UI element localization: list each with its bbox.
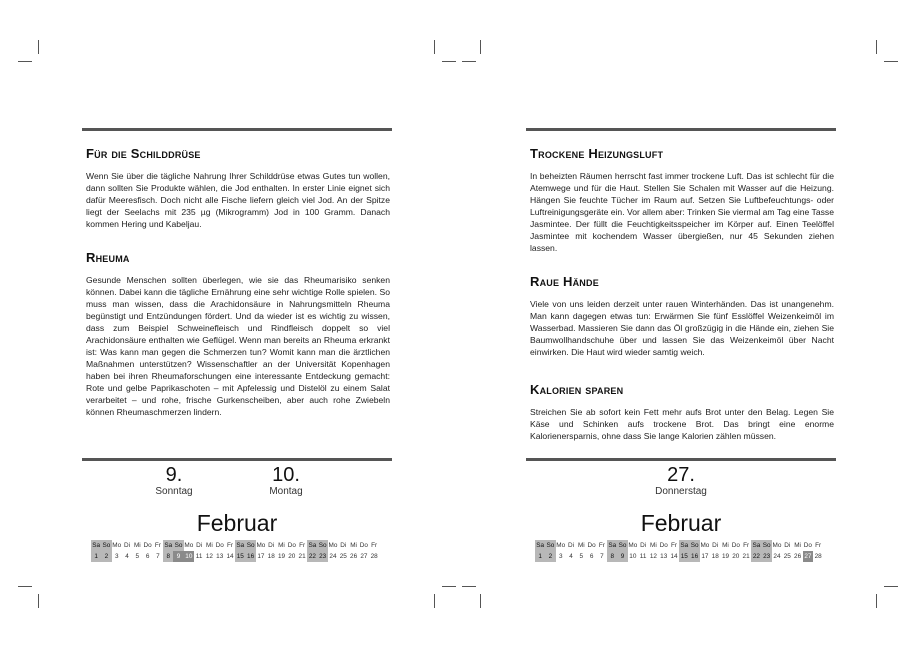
crop-mark [434, 40, 435, 54]
mini-calendar [535, 540, 823, 562]
day-number: 9. [165, 464, 183, 486]
calendar-weekday-header: Sa [236, 542, 245, 549]
calendar-day: 4 [125, 553, 129, 560]
crop-mark [38, 40, 39, 54]
calendar-weekday-header: Do [587, 542, 596, 549]
calendar-day: 6 [145, 553, 150, 560]
calendar-day: 3 [558, 553, 563, 560]
calendar-weekday-header: So [546, 542, 555, 549]
calendar-weekday-header: Fr [154, 542, 161, 549]
calendar-day: 17 [701, 553, 709, 560]
calendar-day: 25 [339, 553, 347, 560]
calendar-weekday-header: Do [143, 542, 152, 549]
calendar-day: 14 [226, 553, 234, 560]
crop-mark [876, 594, 877, 608]
calendar-day: 28 [814, 553, 822, 560]
calendar-day: 4 [569, 553, 573, 560]
calendar-day: 10 [185, 553, 193, 560]
calendar-day: 27 [360, 553, 368, 560]
crop-mark [480, 40, 481, 54]
calendar-weekday-header: Fr [226, 542, 234, 549]
calendar-weekday-header: Do [659, 542, 668, 549]
calendar-weekday-header: Mi [278, 542, 285, 549]
calendar-weekday-header: Sa [680, 542, 689, 549]
calendar-weekday-header: Mi [722, 542, 729, 549]
calendar-weekday-header: Sa [536, 542, 545, 549]
article-schilddruese [86, 146, 390, 230]
calendar-day: 28 [370, 553, 378, 560]
calendar-weekday-header: Mi [650, 542, 657, 549]
calendar-weekday-header: Mo [556, 542, 566, 549]
article-kalorien [530, 382, 834, 442]
calendar-weekday-header: Fr [371, 542, 378, 549]
day-weekday: Donnerstag [655, 486, 707, 497]
calendar-day: 23 [763, 553, 771, 560]
calendar-weekday-header: Fr [815, 542, 822, 549]
left-page [82, 0, 392, 648]
calendar-day: 9 [173, 551, 183, 562]
month-title: Februar [196, 510, 278, 536]
article-body: In beheizten Räumen herrscht fast immer trockene Luft. Das ist schlecht für die Atemwege und für die Haut. Stellen Sie Schalen mit Wasser auf die Heizung. Hängen Sie feuchte Tücher im Raum auf. Setzen Sie Luftbefeuchtungs- oder Luftreinigungsgeräte ein. Vor allem aber: Trinken Sie viermal am Tag eine Tasse Jasmintee. Der füllt die Feuchtigkeitsspeicher im Körper auf. Einen Teelöffel Jasmintee mit kochendem Wasser übergießen, nur 45 Sekunden ziehen lassen. [530, 171, 834, 253]
top-rule [82, 128, 392, 131]
calendar-weekday-header: Fr [743, 542, 750, 549]
top-rule [526, 128, 836, 131]
crop-mark [442, 61, 456, 62]
date-header [526, 464, 836, 504]
day-number: 27. [667, 464, 695, 486]
calendar-day: 20 [288, 553, 296, 560]
calendar-day: 1 [91, 551, 101, 562]
day-number: 10. [272, 464, 300, 486]
calendar-day: 17 [257, 553, 265, 560]
calendar-weekday-header: Fr [670, 542, 678, 549]
calendar-day: 7 [156, 553, 160, 560]
calendar-weekday-header: Di [268, 542, 275, 549]
calendar-weekday-header: Do [287, 542, 296, 549]
crop-mark [462, 61, 476, 62]
article-title: Rheuma [86, 250, 130, 265]
crop-mark [884, 586, 898, 587]
calendar-day: 20 [732, 553, 740, 560]
calendar-day: 24 [773, 553, 781, 560]
calendar-day: 16 [691, 553, 699, 560]
calendar-day: 1 [535, 551, 545, 562]
calendar-day: 19 [277, 553, 286, 560]
calendar-weekday-header: Mo [700, 542, 710, 549]
calendar-weekday-header: Fr [299, 542, 306, 549]
calendar-day: 5 [135, 553, 140, 560]
article-title: Raue Hände [530, 274, 599, 289]
crop-mark [434, 594, 435, 608]
article-body: Wenn Sie über die tägliche Nahrung Ihrer Schilddrüse etwas Gutes tun wollen, dann sollten Sie Produkte wählen, die Jod enthalten. In erster Linie eignet sich dafür Meeresfisch. Doch nicht alle Fische liefern gleich viel Jod. An der Spitze liegt der Seelachs mit 235 µg (Mikrogramm) Jod in 100 Gramm. Danach kommen Hering und Kabeljau. [86, 171, 390, 229]
calendar-weekday-header: Mo [256, 542, 266, 549]
calendar-weekday-header: So [246, 542, 255, 549]
calendar-day: 13 [660, 553, 668, 560]
calendar-weekday-header: Mi [133, 542, 141, 549]
day-entry [134, 464, 214, 498]
crop-mark [18, 586, 32, 587]
article-title: Trockene Heizungsluft [530, 146, 664, 161]
crop-mark [38, 594, 39, 608]
calendar-weekday-header: Di [712, 542, 719, 549]
calendar-day: 25 [783, 553, 791, 560]
calendar-weekday-header: Di [340, 542, 347, 549]
article-body: Gesunde Menschen sollten überlegen, wie sie das Rheumarisiko senken können. Dabei kann die tägliche Ernährung eine sehr wichtige Rolle spielen. So muss man wissen, dass die Arachidonsäure in Nahrungsmitteln Rheuma begünstigt und Entzündungen fördert. Und da wieder ist es wichtig zu wissen, dass zum Beispiel Schweinefleisch und Rindfleisch doppelt so viel Arachidonsäure enthalten wie Geflügel. Wenn man bereits an Rheuma erkrankt ist: Was kann man gegen die Schmerzen tun? Womit kann man die ärztlichen Maßnahmen unterstützen? Wissenschaftler an der Universität Kopenhagen haben bei ihren Rheumaforschungen eine interessante Entdeckung gemacht: Rote und gelbe Paprikaschoten – mit Apfelessig und Distelöl zu einem Salat verarbeitet – und rohe, frische Gurkenscheiben, aber auch rohe Zwiebeln können Rheumaschmerzen lindern. [86, 275, 390, 417]
calendar-day: 12 [649, 553, 657, 560]
calendar-weekday-header: Mi [206, 542, 213, 549]
calendar-day: 2 [545, 551, 555, 562]
calendar-day: 3 [114, 553, 119, 560]
calendar-weekday-header: Do [359, 542, 368, 549]
bottom-rule [82, 458, 392, 461]
day-entry [641, 464, 721, 498]
calendar-weekday-header: So [618, 542, 627, 549]
calendar-weekday-header: Do [731, 542, 740, 549]
mini-calendar [91, 540, 379, 562]
crop-mark [18, 61, 32, 62]
calendar-weekday-header: Di [784, 542, 791, 549]
calendar-day: 8 [607, 551, 617, 562]
calendar-weekday-header: Mo [328, 542, 338, 549]
bottom-rule [526, 458, 836, 461]
calendar-day: 6 [589, 553, 594, 560]
calendar-weekday-header: Di [124, 542, 131, 549]
calendar-weekday-header: Mo [628, 542, 638, 549]
calendar-day: 2 [101, 551, 111, 562]
calendar-day: 21 [742, 553, 750, 560]
article-heizungsluft [530, 146, 834, 254]
day-entry [246, 464, 326, 498]
calendar-weekday-header: So [174, 542, 183, 549]
article-title: Kalorien sparen [530, 382, 624, 397]
calendar-day: 18 [711, 553, 719, 560]
calendar-day: 8 [163, 551, 173, 562]
calendar-day: 23 [319, 553, 327, 560]
calendar-day: 15 [680, 553, 688, 560]
day-weekday: Montag [269, 486, 303, 497]
calendar-day: 22 [752, 553, 760, 560]
calendar-weekday-header: Fr [598, 542, 605, 549]
calendar-weekday-header: So [762, 542, 771, 549]
calendar-weekday-header: Mi [577, 542, 585, 549]
calendar-weekday-header: Sa [164, 542, 173, 549]
calendar-day: 19 [721, 553, 730, 560]
calendar-day: 16 [247, 553, 255, 560]
calendar-weekday-header: So [102, 542, 111, 549]
crop-mark [442, 586, 456, 587]
calendar-weekday-header: So [690, 542, 699, 549]
calendar-day: 7 [600, 553, 604, 560]
crop-mark [462, 586, 476, 587]
day-weekday: Sonntag [155, 486, 193, 497]
calendar-weekday-header: Mi [794, 542, 801, 549]
article-body: Streichen Sie ab sofort kein Fett mehr aufs Brot unter den Belag. Legen Sie Käse und Schinken aufs trockene Brot. Das bringt eine enorme Kalorienersparnis, ohne dass Sie lange Kalorien zählen müssen. [530, 407, 834, 441]
calendar-day: 26 [794, 553, 802, 560]
calendar-day: 5 [579, 553, 584, 560]
date-header [82, 464, 392, 504]
calendar-weekday-header: Do [215, 542, 224, 549]
right-page [526, 0, 836, 648]
calendar-weekday-header: Di [640, 542, 647, 549]
calendar-day: 22 [308, 553, 316, 560]
calendar-day: 15 [236, 553, 244, 560]
calendar-weekday-header: Sa [752, 542, 761, 549]
calendar-weekday-header: Sa [608, 542, 617, 549]
calendar-day: 13 [216, 553, 224, 560]
calendar-day: 24 [329, 553, 337, 560]
calendar-weekday-header: Sa [308, 542, 317, 549]
calendar-day: 10 [629, 553, 637, 560]
article-raue-haende [530, 274, 834, 358]
article-body: Viele von uns leiden derzeit unter rauen Winterhänden. Das ist unangenehm. Man kann dagegen etwas tun: Erwärmen Sie fünf Esslöffel Weizenkeimöl im Wasserbad. Massieren Sie dann das Öl großzügig in die Hände ein, ziehen Sie Baumwollhandschuhe über und lassen Sie das Weizenkeimöl über Nacht einwirken. Die Haut wird wieder samtig weich. [530, 299, 834, 357]
calendar-weekday-header: Sa [92, 542, 101, 549]
calendar-weekday-header: Mo [112, 542, 122, 549]
calendar-day: 21 [298, 553, 306, 560]
crop-mark [876, 40, 877, 54]
calendar-day: 11 [639, 553, 647, 560]
calendar-day: 18 [267, 553, 275, 560]
calendar-day: 12 [205, 553, 213, 560]
crop-mark [884, 61, 898, 62]
calendar-day: 26 [350, 553, 358, 560]
calendar-day: 14 [670, 553, 678, 560]
crop-mark [480, 594, 481, 608]
calendar-day: 11 [195, 553, 203, 560]
calendar-day: 9 [617, 551, 627, 562]
calendar-weekday-header: Di [568, 542, 575, 549]
month-title: Februar [640, 510, 722, 536]
calendar-weekday-header: Do [803, 542, 812, 549]
article-title: Für die Schilddrüse [86, 146, 201, 161]
calendar-weekday-header: Di [196, 542, 203, 549]
calendar-weekday-header: Mi [350, 542, 357, 549]
article-rheuma [86, 250, 390, 418]
calendar-weekday-header: Mo [772, 542, 782, 549]
calendar-weekday-header: Mo [184, 542, 194, 549]
calendar-day: 27 [804, 553, 812, 560]
calendar-weekday-header: So [318, 542, 327, 549]
